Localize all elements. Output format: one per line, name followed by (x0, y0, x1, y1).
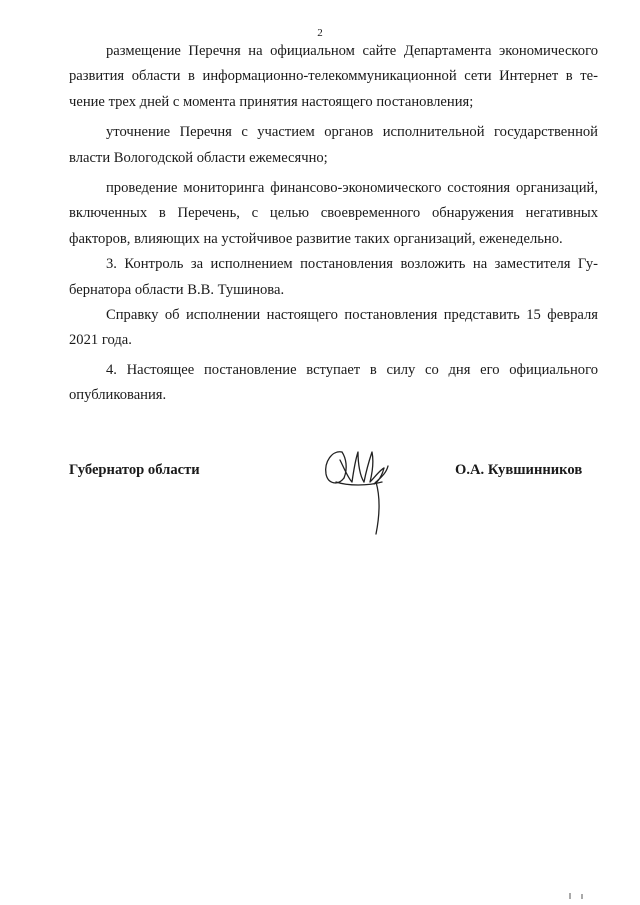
paragraph-control: 3. Контроль за исполнением постановления возложить на заместителя Губернатора области В.В. Тушинова. (69, 256, 598, 298)
paragraph-effective-date: 4. Настоящее постановление вступает в силу со дня его официального опубликования. (69, 361, 598, 404)
document-body (69, 39, 598, 409)
page-number: 2 (317, 27, 323, 39)
paragraph-publication: размещение Перечня на официальном сайте Департамента экономического развития области в информационно-телекоммуникационной сети Интернет в течение трех дней с момента принятия настоящего постановления; (69, 43, 598, 110)
scan-corner-marks (568, 892, 590, 900)
signatory-title: Губернатор области (69, 462, 200, 478)
handwritten-signature (318, 438, 398, 538)
paragraph-report: Справку об исполнении настоящего постановления представить 15 февраля 2021 года. (69, 307, 598, 349)
paragraph-clarification: уточнение Перечня с участием органов исполнительной государственной власти Вологодской области ежемесячно; (69, 124, 598, 166)
paragraph-monitoring: проведение мониторинга финансово-экономического состояния организаций, включенных в Перечень, с целью своевременного обнаружения негативных факторов, влияющих на устойчивое развитие таких организаций, еженедельно. (69, 180, 598, 247)
signatory-name: О.А. Кувшинников (455, 462, 583, 478)
